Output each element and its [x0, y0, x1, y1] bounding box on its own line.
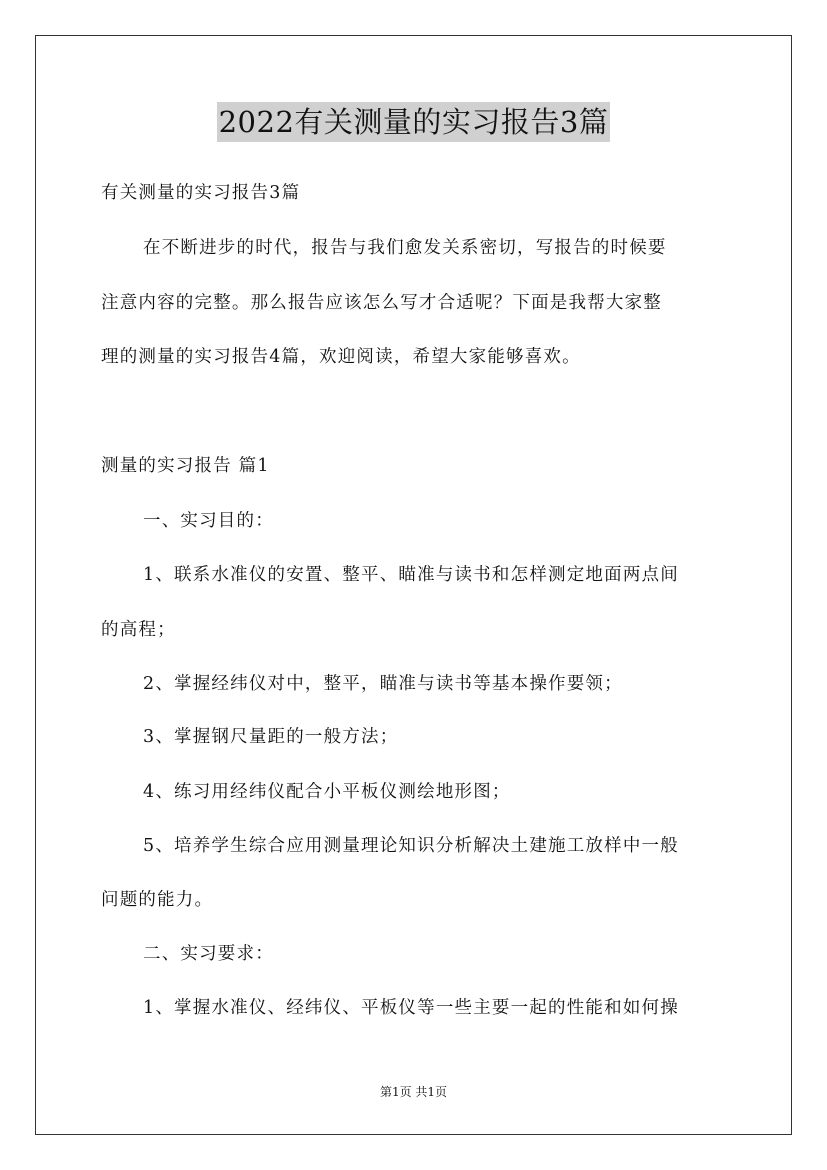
text-line: 二、实习要求： [143, 944, 274, 964]
text-line: 1、掌握水准仪、经纬仪、平板仪等一些主要一起的性能和如何操 [143, 998, 679, 1018]
text-line: 的高程； [101, 620, 176, 640]
section-heading: 测量的实习报告 篇1 [101, 456, 270, 476]
text-line: 4、练习用经纬仪配合小平板仪测绘地形图； [143, 782, 511, 802]
text-line: 5、培养学生综合应用测量理论知识分析解决土建施工放样中一般 [143, 836, 679, 856]
text-line: 2、掌握经纬仪对中，整平，瞄准与读书等基本操作要领； [143, 674, 623, 694]
document-title: 2022有关测量的实习报告3篇 [217, 102, 611, 142]
text-line: 理的测量的实习报告4篇，欢迎阅读，希望大家能够喜欢。 [101, 347, 581, 367]
subtitle-line: 有关测量的实习报告3篇 [101, 183, 301, 203]
text-line: 问题的能力。 [101, 890, 214, 910]
text-line: 3、掌握钢尺量距的一般方法； [143, 727, 399, 747]
text-line: 一、实习目的： [143, 511, 274, 531]
page-footer: 第1页 共1页 [379, 1085, 448, 1099]
text-line: 在不断进步的时代，报告与我们愈发关系密切，写报告的时候要 [143, 238, 667, 258]
text-line: 1、联系水准仪的安置、整平、瞄准与读书和怎样测定地面两点间 [143, 565, 679, 585]
text-line: 注意内容的完整。那么报告应该怎么写才合适呢？下面是我帮大家整 [101, 293, 662, 313]
title-wrap [0, 102, 827, 142]
